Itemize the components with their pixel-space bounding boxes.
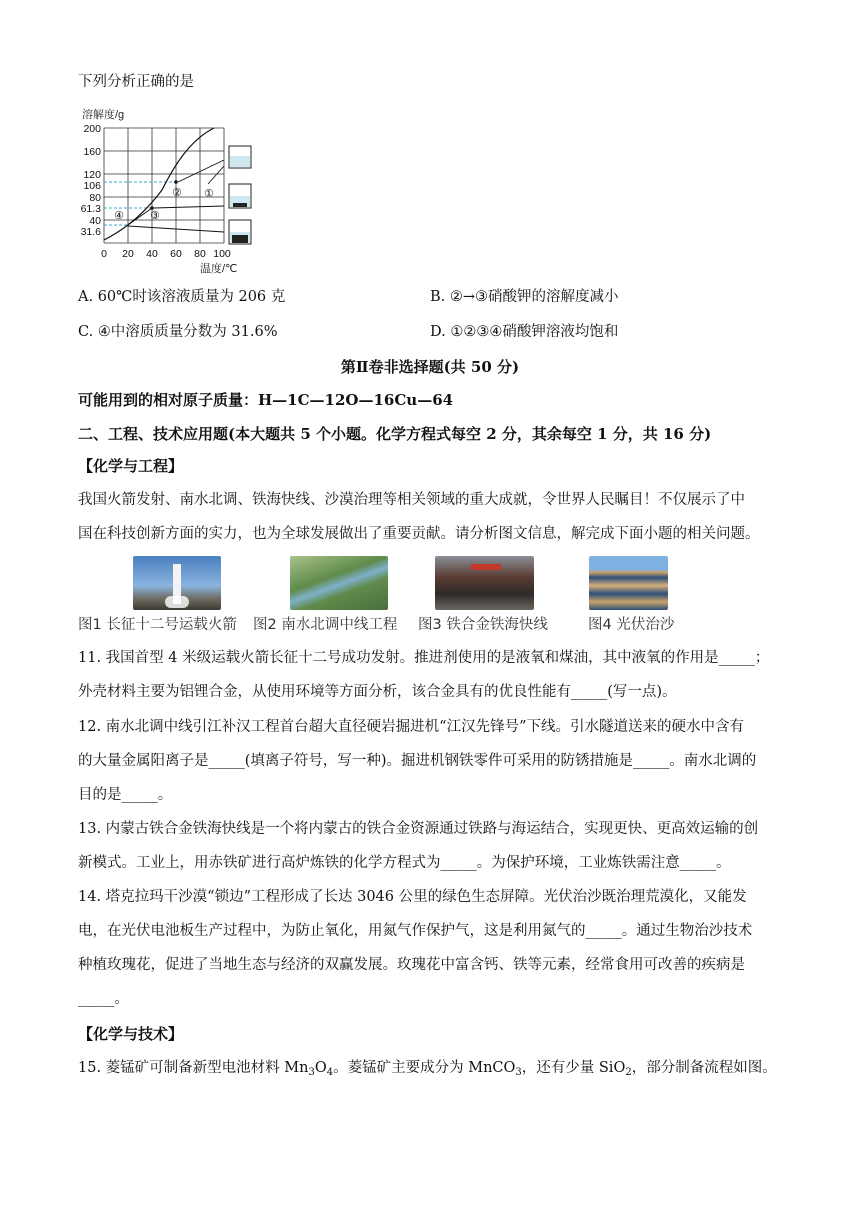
canal-photo [290, 556, 388, 610]
y-tick: 200 [83, 123, 101, 135]
y-tick: 120 [83, 169, 101, 181]
solubility-curve [104, 128, 214, 240]
option-a[interactable]: A. 60℃时该溶液质量为 206 克 [78, 289, 286, 305]
marker-2: ② [172, 187, 182, 199]
solubility-chart [74, 104, 274, 276]
solar-photo [589, 556, 668, 610]
technology-header: 【化学与技术】 [78, 1025, 184, 1043]
question-12-line: 目的是_____。 [78, 787, 173, 803]
marker-1: ① [204, 188, 214, 200]
y-tick: 61.3 [80, 203, 101, 215]
engineering-header: 【化学与工程】 [78, 457, 184, 475]
y-tick: 160 [83, 146, 101, 158]
marker-3: ③ [150, 210, 160, 222]
option-c[interactable]: C. ④中溶质质量分数为 31.6% [78, 324, 278, 340]
y-tick: 80 [89, 192, 101, 204]
question-12-line: 的大量金属阳离子是_____(填离子符号，写一种)。掘进机钢铁零件可采用的防锈措施是_____。南水北调的 [78, 753, 757, 769]
option-d[interactable]: D. ①②③④硝酸钾溶液均饱和 [430, 324, 619, 340]
chart-ylabel: 溶解度/g [82, 109, 125, 121]
eng-intro-line: 国在科技创新方面的实力，也为全球发展做出了重要贡献。请分析图文信息，解完成下面小题的相关问题。 [78, 526, 760, 542]
question-12-line: 12. 南水北调中线引江补汉工程首台超大直径硬岩掘进机“江汉先锋号”下线。引水隧道送来的硬水中含有 [78, 719, 744, 735]
question-14-line: 种植玫瑰花，促进了当地生态与经济的双赢发展。玫瑰花中富含钙、铁等元素，经常食用可改善的疾病是 [78, 957, 745, 973]
figure-caption-1: 图1 长征十二号运载火箭 [78, 617, 237, 633]
rocket-photo [133, 556, 221, 610]
formula-sio2: SiO$_2$ [598, 1060, 632, 1078]
x-tick: 100 [213, 248, 231, 260]
x-tick: 0 [101, 248, 107, 260]
figure-caption-4: 图4 光伏治沙 [588, 617, 675, 633]
railway-photo [435, 556, 534, 610]
figure-caption-3: 图3 铁合金铁海快线 [418, 617, 548, 633]
x-tick: 60 [170, 248, 182, 260]
x-tick: 40 [146, 248, 158, 260]
x-tick: 80 [194, 248, 206, 260]
figure-caption-2: 图2 南水北调中线工程 [253, 617, 398, 633]
y-tick: 31.6 [80, 226, 101, 238]
question-13-line: 新模式。工业上，用赤铁矿进行高炉炼铁的化学方程式为_____。为保护环境，工业炼铁需注意_____。 [78, 855, 731, 871]
question-14-line: 14. 塔克拉玛干沙漠“锁边”工程形成了长达 3046 公里的绿色生态屏障。光伏治沙既治理荒漠化，又能发 [78, 889, 747, 905]
beaker-icon [229, 146, 251, 244]
question-13-line: 13. 内蒙古铁合金铁海快线是一个将内蒙古的铁合金资源通过铁路与海运结合，实现更快、更高效运输的创 [78, 821, 759, 837]
atomic-mass-line: 可能用到的相对原子质量：H—1C—12O—16Cu—64 [78, 391, 454, 409]
question-15-line: 15. 菱锰矿可制备新型电池材料 $Mn_3O_4$。菱锰矿主要成分为 MnCO$_3$，还有少量 SiO$_2$，部分制备流程如图。 [78, 1060, 777, 1078]
question-11-line: 外壳材料主要为铝锂合金，从使用环境等方面分析，该合金具有的优良性能有_____(写一点)。 [78, 684, 677, 700]
question-intro: 下列分析正确的是 [78, 74, 194, 90]
formula-mn3o4: $Mn_3O_4$ [284, 1060, 334, 1078]
option-b[interactable]: B. ②→③硝酸钾的溶解度减小 [430, 289, 619, 305]
y-tick: 106 [83, 180, 101, 192]
question-14-line: 电，在光伏电池板生产过程中，为防止氧化，用氮气作保护气，这是利用氮气的_____。通过生物治沙技术 [78, 923, 753, 939]
question-14-line: _____。 [78, 991, 129, 1007]
section2-title: 二、工程、技术应用题(本大题共 5 个小题。化学方程式每空 2 分，其余每空 1 分，共 16 分) [78, 425, 712, 443]
marker-4: ④ [114, 210, 124, 222]
part2-title: 第Ⅱ卷非选择题(共 50 分) [340, 358, 520, 376]
question-11-line: 11. 我国首型 4 米级运载火箭长征十二号成功发射。推进剂使用的是液氧和煤油，其中液氧的作用是_____； [78, 650, 770, 666]
y-tick: 40 [89, 215, 101, 227]
x-tick: 20 [122, 248, 134, 260]
formula-mnco3: MnCO$_3$ [468, 1060, 522, 1078]
eng-intro-line: 我国火箭发射、南水北调、铁海快线、沙漠治理等相关领域的重大成就，令世界人民瞩目！不仅展示了中 [78, 492, 745, 508]
chart-xlabel: 温度/℃ [200, 263, 238, 275]
